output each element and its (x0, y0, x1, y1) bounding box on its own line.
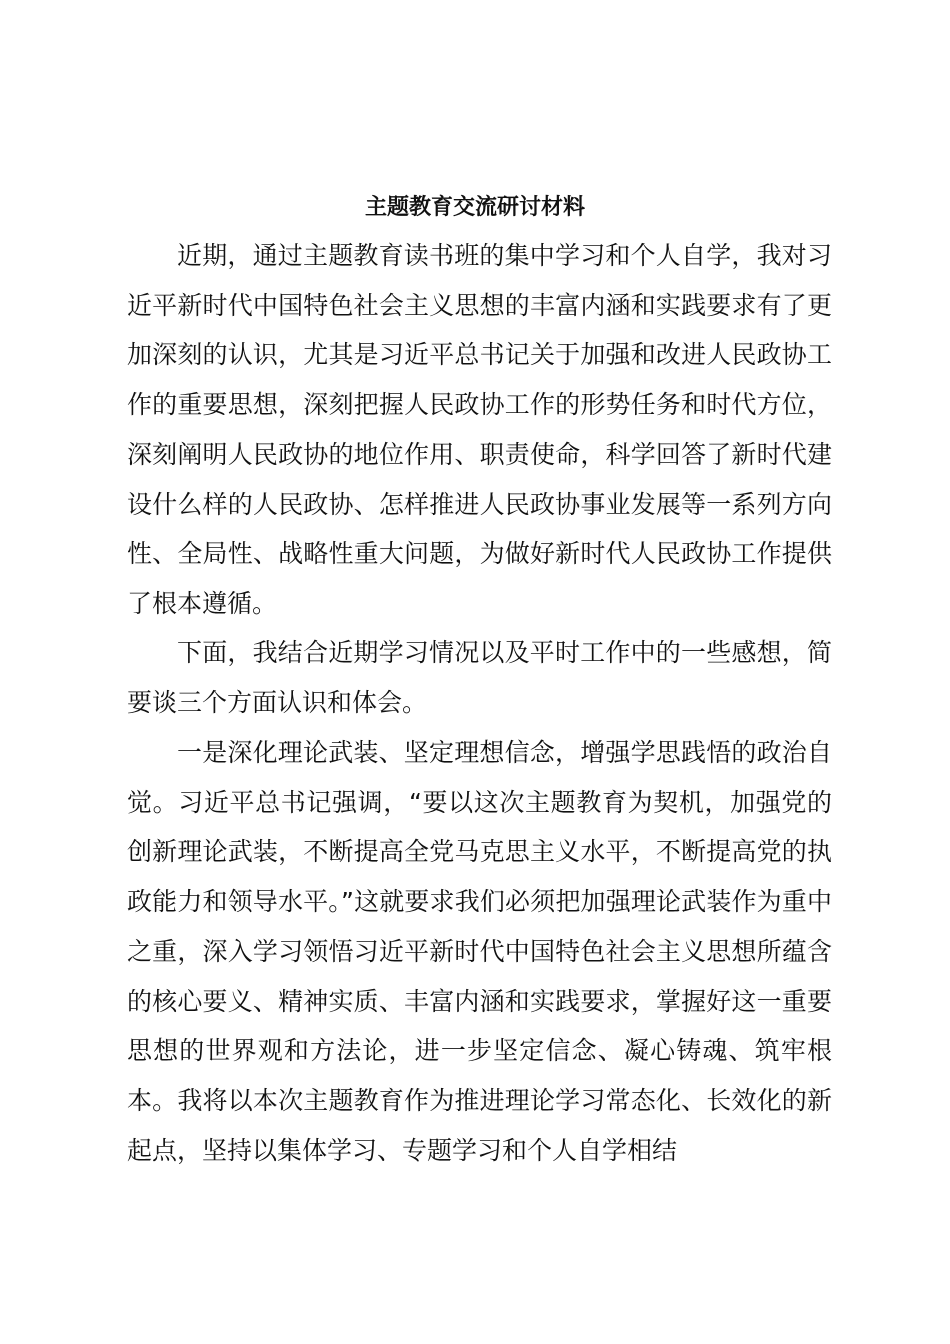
document-title: 主题教育交流研讨材料 (364, 195, 585, 220)
paragraph-point-one: 一是深化理论武装、坚定理想信念，增强学思践悟的政治自觉。习近平总书记强调，“要以这次主题教育为契机，加强党的创新理论武装，不断提高全党马克思主义水平，不断提高党的执政能力和领导水平。”这就要求我们必须把加强理论武装作为重中之重，深入学习领悟习近平新时代中国特色社会主义思想所蕴含的核心要义、精神实质、丰富内涵和实践要求，掌握好这一重要思想的世界观和方法论，进一步坚定信念、凝心铸魂、筑牢根本。我将以本次主题教育作为推进理论学习常态化、长效化的新起点，坚持以集体学习、专题学习和个人自学相结 (127, 738, 832, 1165)
paragraph-intro: 近期，通过主题教育读书班的集中学习和个人自学，我对习近平新时代中国特色社会主义思想的丰富内涵和实践要求有了更加深刻的认识，尤其是习近平总书记关于加强和改进人民政协工作的重要思想，深刻把握人民政协工作的形势任务和时代方位，深刻阐明人民政协的地位作用、职责使命，科学回答了新时代建设什么样的人民政协、怎样推进人民政协事业发展等一系列方向性、全局性、战略性重大问题，为做好新时代人民政协工作提供了根本遵循。 (127, 241, 832, 618)
paragraph-overview: 下面，我结合近期学习情况以及平时工作中的一些感想，简要谈三个方面认识和体会。 (127, 638, 832, 717)
